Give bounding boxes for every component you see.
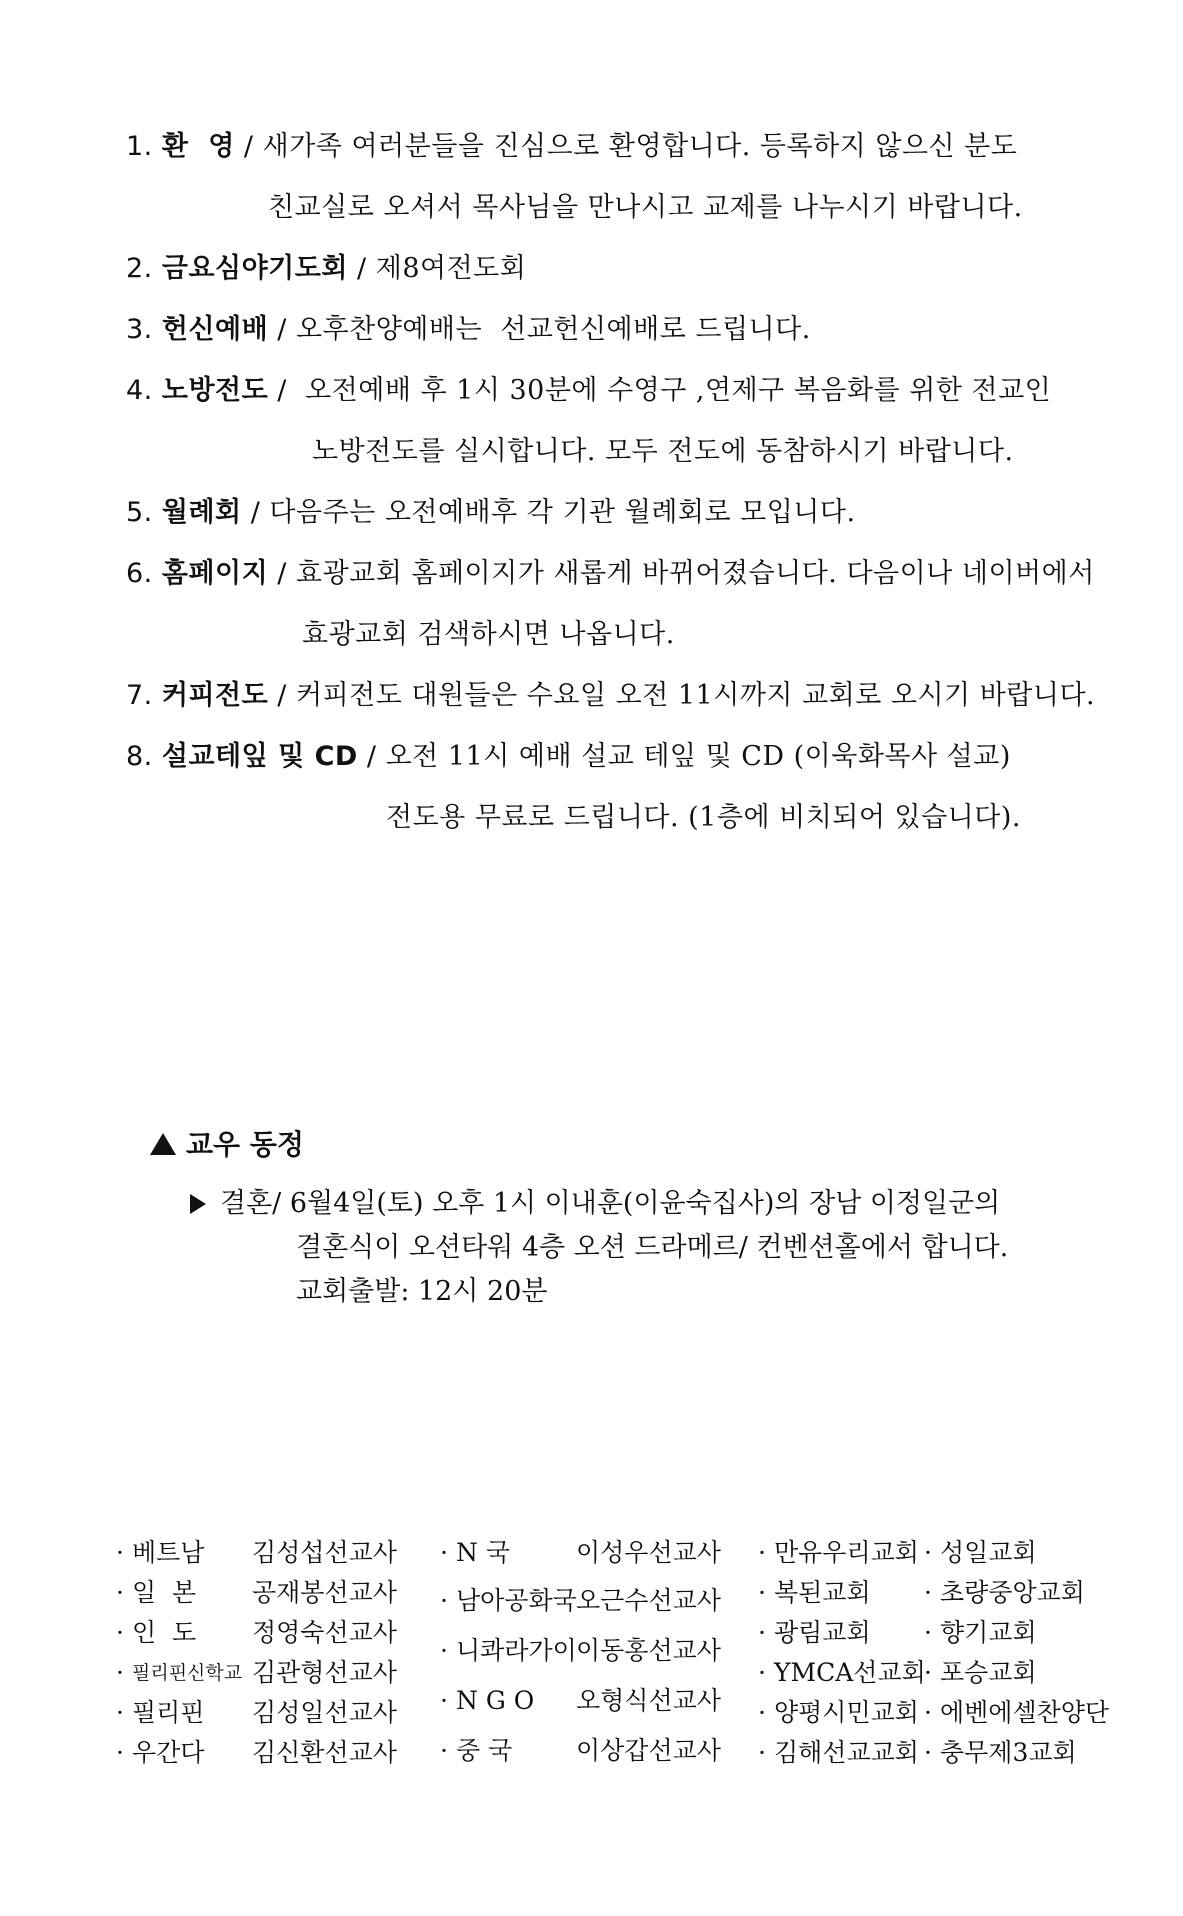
member-news-title: 교우 동정	[186, 1128, 304, 1161]
triangle-up-icon	[150, 1133, 176, 1155]
separator: /	[250, 497, 261, 528]
bullet-dot: ·	[116, 1538, 124, 1567]
member-news	[190, 1182, 1008, 1314]
announcement-title: 홈페이지	[161, 558, 269, 589]
announcement-text: 오전예배 후 1시 30분에 수영구 ,연제구 복음화를 위한 전교인	[295, 375, 1052, 406]
announcement-number: 7.	[126, 680, 153, 711]
missionary: 공재봉선교사	[252, 1578, 397, 1607]
announcement-3	[126, 313, 811, 347]
church-name: 초량중앙교회	[940, 1578, 1085, 1607]
announcement-number: 8.	[126, 741, 153, 772]
country: 남아공화국	[456, 1586, 577, 1615]
announcement-2	[126, 252, 526, 286]
country: 중 국	[456, 1736, 513, 1765]
church-name: 에벤에셀찬양단	[940, 1698, 1110, 1727]
bullet-dot: ·	[924, 1738, 932, 1767]
bullet-dot: ·	[758, 1618, 766, 1647]
bullet-dot: ·	[440, 1538, 448, 1567]
missionary: 오근수선교사	[576, 1586, 721, 1615]
announcement-number: 6.	[126, 558, 153, 589]
announcement-text: 효광교회 홈페이지가 새롭게 바뀌어졌습니다. 다음이나 네이버에서	[295, 558, 1095, 589]
church-name: 만유우리교회	[774, 1538, 919, 1567]
announcement-title: 헌신예배	[161, 314, 269, 345]
announcement-title: 설교테잎 및 CD	[161, 741, 358, 772]
announcement-number: 4.	[126, 375, 153, 406]
missionary: 김성일선교사	[252, 1698, 397, 1727]
separator: /	[366, 741, 377, 772]
announcement-title: 금요심야기도회	[161, 253, 348, 284]
announcement-5	[126, 496, 856, 530]
separator: /	[277, 375, 287, 406]
missionary: 김관형선교사	[252, 1658, 397, 1687]
member-news-line: 결혼식이 오션타워 4층 오션 드라메르/ 컨벤션홀에서 합니다.	[296, 1232, 1009, 1263]
announcement-number: 5.	[126, 497, 153, 528]
bullet-dot: ·	[116, 1658, 124, 1687]
country: 필리핀	[132, 1698, 205, 1727]
announcement-text: 커피전도 대원들은 수요일 오전 11시까지 교회로 오시기 바랍니다.	[295, 680, 1096, 711]
member-news-heading	[150, 1128, 304, 1162]
separator: /	[357, 253, 367, 284]
member-news-line: 교회출발: 12시 20분	[296, 1276, 548, 1307]
announcement-1-cont: 친교실로 오셔서 목사님을 만나시고 교제를 나누시기 바랍니다.	[268, 192, 1023, 223]
church-name: 충무제3교회	[940, 1738, 1077, 1767]
bullet-dot: ·	[758, 1658, 766, 1687]
country: 필리핀신학교	[132, 1662, 243, 1684]
announcement-number: 2.	[126, 253, 153, 284]
country: 우간다	[132, 1738, 205, 1767]
missionary: 김신환선교사	[252, 1738, 397, 1767]
bullet-dot: ·	[440, 1736, 448, 1765]
announcement-1	[126, 130, 1017, 164]
announcement-text: 오후찬양예배는 선교헌신예배로 드립니다.	[295, 314, 811, 345]
bullet-dot: ·	[116, 1578, 124, 1607]
church-name: 김해선교교회	[774, 1738, 919, 1767]
church-name: 포승교회	[940, 1658, 1037, 1687]
member-news-line	[190, 1182, 1008, 1226]
missionary: 이상갑선교사	[576, 1736, 721, 1765]
member-news-text: 결혼/ 6월4일(토) 오후 1시 이내훈(이윤숙집사)의 장남 이정일군의	[220, 1188, 1001, 1219]
missionary: 정영숙선교사	[252, 1618, 397, 1647]
announcement-number: 3.	[126, 314, 153, 345]
announcement-title: 월례회	[161, 497, 242, 528]
church-name: 광림교회	[774, 1618, 871, 1647]
church-name: 향기교회	[940, 1618, 1037, 1647]
triangle-right-icon	[190, 1194, 206, 1214]
bullet-dot: ·	[924, 1658, 932, 1687]
separator: /	[243, 131, 254, 162]
church-name: 양평시민교회	[774, 1698, 919, 1727]
bullet-dot: ·	[758, 1578, 766, 1607]
bullet-dot: ·	[440, 1586, 448, 1615]
bullet-dot: ·	[440, 1686, 448, 1715]
announcement-text: 새가족 여러분들을 진심으로 환영합니다. 등록하지 않으신 분도	[262, 131, 1018, 162]
announcement-4	[126, 374, 1051, 408]
bullet-dot: ·	[116, 1738, 124, 1767]
separator: /	[277, 314, 287, 345]
country: 베트남	[132, 1538, 205, 1567]
bullet-dot: ·	[924, 1698, 932, 1727]
bullet-dot: ·	[758, 1738, 766, 1767]
bullet-dot: ·	[440, 1636, 448, 1665]
country: 니콰라가이	[456, 1636, 577, 1665]
announcement-4-cont: 노방전도를 실시합니다. 모두 전도에 동참하시기 바랍니다.	[312, 436, 1014, 467]
bullet-dot: ·	[116, 1698, 124, 1727]
missionary: 김성섭선교사	[252, 1538, 397, 1567]
announcement-number: 1.	[126, 131, 153, 162]
announcement-text: 오전 11시 예배 설교 테잎 및 CD (이욱화목사 설교)	[385, 741, 1011, 772]
separator: /	[277, 558, 287, 589]
bullet-dot: ·	[924, 1538, 932, 1567]
announcement-6	[126, 557, 1095, 591]
announcement-8-cont: 전도용 무료로 드립니다. (1층에 비치되어 있습니다).	[386, 802, 1021, 833]
country: 인 도	[132, 1618, 197, 1647]
country: 일 본	[132, 1578, 197, 1607]
missionary: 이동홍선교사	[576, 1636, 721, 1665]
announcement-text: 다음주는 오전예배후 각 기관 월례회로 모입니다.	[269, 497, 856, 528]
announcement-title: 환 영	[161, 131, 235, 162]
missionary: 이성우선교사	[576, 1538, 721, 1567]
bullet-dot: ·	[924, 1618, 932, 1647]
separator: /	[277, 680, 287, 711]
country: N G O	[456, 1686, 535, 1715]
church-name: 복된교회	[774, 1578, 871, 1607]
announcement-7	[126, 679, 1095, 713]
church-name: YMCA선교회	[774, 1658, 926, 1687]
announcement-text: 제8여전도회	[375, 253, 527, 284]
announcement-6-cont: 효광교회 검색하시면 나옵니다.	[302, 619, 675, 650]
bullet-dot: ·	[116, 1618, 124, 1647]
missionary: 오형식선교사	[576, 1686, 721, 1715]
bullet-dot: ·	[758, 1698, 766, 1727]
bullet-dot: ·	[924, 1578, 932, 1607]
announcement-8	[126, 740, 1011, 774]
announcement-title: 커피전도	[161, 680, 269, 711]
church-name: 성일교회	[940, 1538, 1037, 1567]
country: N 국	[456, 1538, 510, 1567]
announcement-title: 노방전도	[161, 375, 269, 406]
bullet-dot: ·	[758, 1538, 766, 1567]
